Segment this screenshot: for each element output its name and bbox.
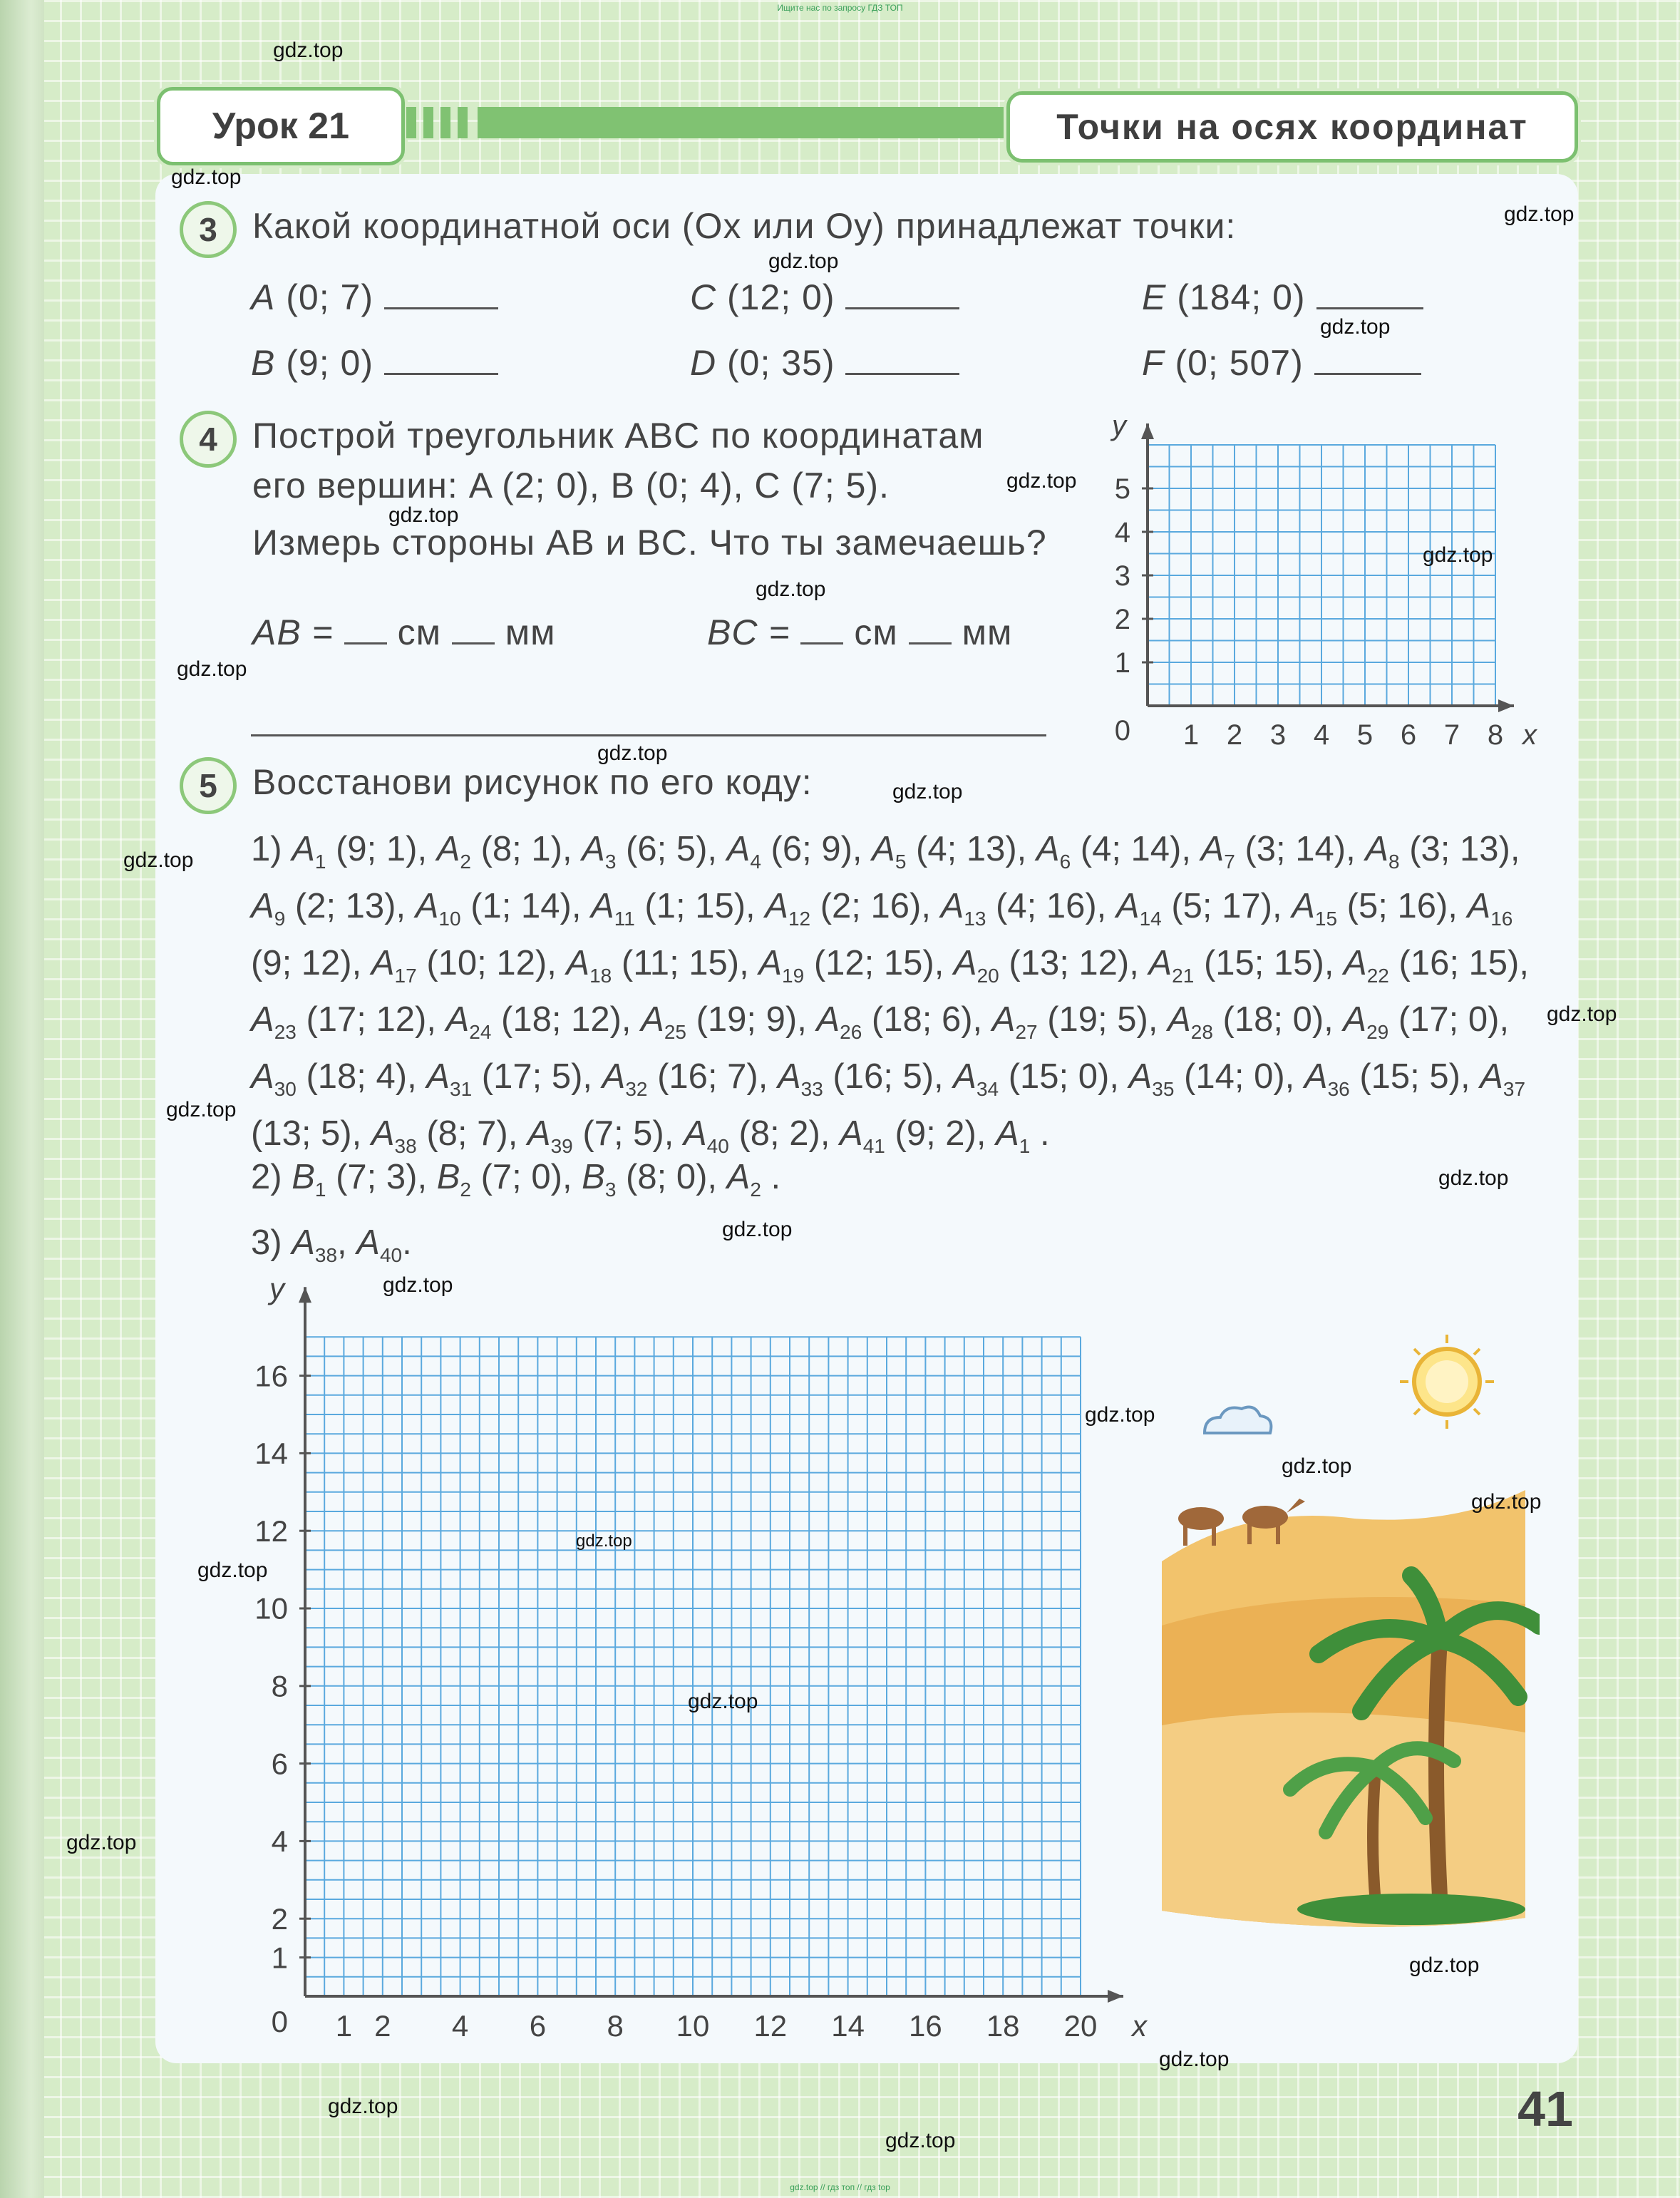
watermark: gdz.top: [171, 165, 242, 189]
code1-point: $A_{40}$ (8; 2): [683, 1114, 820, 1157]
code1-point: $A_{36}$ (15; 5): [1304, 1057, 1460, 1100]
code1-point: $A_{25}$ (19; 9): [641, 1000, 798, 1044]
watermark: gdz.top: [197, 1558, 268, 1582]
y-tick-label: 4: [271, 1824, 288, 1859]
watermark: gdz.top: [1282, 1454, 1352, 1478]
code1-point: $A_1$ (9; 1): [292, 830, 418, 873]
x-tick-label: 2: [1226, 719, 1243, 751]
watermark: gdz.top: [383, 1273, 453, 1297]
y-axis-label: y: [1112, 410, 1126, 441]
task4-answer-line[interactable]: [251, 734, 1046, 736]
task4-grid[interactable]: [1098, 399, 1554, 763]
y-tick-label: 12: [254, 1514, 288, 1548]
code1-point: $A_{31}$ (17; 5): [426, 1057, 583, 1100]
watermark: gdz.top: [66, 1831, 137, 1854]
x-tick-label: 4: [451, 2009, 469, 2043]
code1-point: $A_{35}$ (14; 0): [1128, 1057, 1285, 1100]
x-tick-label: 7: [1443, 719, 1460, 751]
task3-text: Какой координатной оси (Ox или Oy) принадлежат точки:: [252, 206, 1237, 246]
y-tick-label: 1: [1114, 647, 1130, 679]
x-axis-arrow-icon: [1498, 699, 1514, 712]
task3-point-a: A (0; 7): [251, 277, 498, 318]
code1-point: $A_{15}$ (5; 16): [1292, 886, 1448, 930]
watermark: gdz.top: [166, 1098, 237, 1121]
x-tick-label: 2: [374, 2009, 391, 2043]
code2-end: $A_2$: [726, 1158, 761, 1201]
x-tick-label: 16: [909, 2009, 942, 2043]
page-number: 41: [1517, 2081, 1573, 2137]
task3-point-f: F (0; 507): [1142, 342, 1421, 384]
watermark: gdz.top: [1547, 1002, 1617, 1026]
task5-code1: 1) $A_1$ (9; 1), $A_2$ (8; 1), $A_3$ (6; 5), $A_4$ (6; 9), $A_5$ (4; 13), $A_6$ (4; 14), $A_7$ (3; 14), $A_8$ (3; 13), $A_9$ (2; 13), $A_{10}$ (1; 14), $A_{11}$ (1; 15), $A_{12}$ (2; 16), $A_{13}$ (4; 16), $A_{14}$ (5; 17), $A_{15}$ (5; 16), $A_{16}$ (9; 12), $A_{17}$ (10; 12), $A_{18}$ (11; 15), $A_{19}$ (12; 15), $A_{20}$ (13; 12), $A_{21}$ (15; 15), $A_{22}$ (16; 15), $A_{23}$ (17; 12), $A_{24}$ (18; 12), $A_{25}$ (19; 9), $A_{26}$ (18; 6), $A_{27}$ (19; 5), $A_{28}$ (18; 0), $A_{29}$ (17; 0), $A_{30}$ (18; 4), $A_{31}$ (17; 5), $A_{32}$ (16; 7), $A_{33}$ (16; 5), $A_{34}$ (15; 0), $A_{35}$ (14; 0), $A_{36}$ (15; 5), $A_{37}$ (13; 5), $A_{38}$ (8; 7), $A_{39}$ (7; 5), $A_{40}$ (8; 2), $A_{41}$ (9; 2), $A_1$ .: [251, 830, 1529, 1157]
code1-prefix: 1): [251, 830, 282, 868]
code2-point: $B_1$ (7; 3): [292, 1158, 418, 1201]
task5-grid[interactable]: [242, 1272, 1155, 2053]
code1-point: $A_{26}$ (18; 6): [816, 1000, 973, 1044]
y-tick-label: 8: [271, 1669, 288, 1703]
watermark: gdz.top: [688, 1690, 758, 1713]
code1-point: $A_4$ (6; 9): [726, 830, 852, 873]
y-tick-label: 2: [1114, 604, 1130, 635]
lesson-tab: Урок 21: [157, 87, 405, 165]
code3-points: $A_{38}$, $A_{40}$.: [292, 1223, 412, 1266]
task4-line3: Измерь стороны AB и BC. Что ты замечаешь?: [252, 523, 1047, 563]
y-tick-label: 4: [1114, 517, 1130, 548]
watermark: gdz.top: [1471, 1490, 1542, 1514]
topic-tab: Точки на осях координат: [1006, 91, 1578, 163]
code1-point: $A_3$ (6; 5): [582, 830, 708, 873]
code1-point: $A_{27}$ (19; 5): [991, 1000, 1148, 1044]
watermark: gdz.top: [123, 848, 194, 872]
code1-point: $A_8$ (3; 13): [1365, 830, 1510, 873]
watermark: gdz.top: [1409, 1953, 1480, 1977]
task3-point-b: B (9; 0): [251, 342, 498, 384]
code1-end: $A_1$: [996, 1114, 1031, 1157]
header-band: [406, 107, 1009, 138]
x-tick-label: 1: [335, 2009, 353, 2043]
code1-point: $A_{33}$ (16; 5): [777, 1057, 934, 1100]
code1-point: $A_{37}$ (13; 5): [251, 1057, 1526, 1153]
code2-point: $B_3$ (8; 0): [582, 1158, 708, 1201]
x-tick-label: 18: [986, 2009, 1020, 2043]
y-axis-label: y: [269, 1272, 284, 1305]
code1-point: $A_{30}$ (18; 4): [251, 1057, 408, 1100]
code1-point: $A_{22}$ (16; 15): [1344, 943, 1520, 987]
task5-text: Восстанови рисунок по его коду:: [252, 762, 813, 802]
code1-point: $A_{14}$ (5; 17): [1115, 886, 1272, 930]
y-tick-label: 1: [271, 1941, 288, 1975]
watermark: gdz.top: [1438, 1166, 1509, 1190]
code1-point: $A_{28}$ (18; 0): [1168, 1000, 1324, 1044]
code1-point: $A_{10}$ (1; 14): [415, 886, 572, 930]
x-tick-label: 3: [1269, 719, 1287, 751]
x-tick-label: 14: [831, 2009, 865, 2043]
x-tick-label: 6: [529, 2009, 547, 2043]
code1-point: $A_2$ (8; 1): [436, 830, 562, 873]
watermark: gdz.top: [1320, 315, 1391, 339]
code1-point: $A_{13}$ (4; 16): [940, 886, 1097, 930]
x-tick-label: 10: [676, 2009, 710, 2043]
task3-point-d: D (0; 35): [690, 342, 959, 384]
top-note: Ищите нас по запросу ГДЗ ТОП: [777, 3, 903, 13]
watermark: gdz.top: [1423, 543, 1493, 567]
y-axis-arrow-icon: [1141, 423, 1154, 439]
watermark: gdz.top: [885, 2129, 956, 2152]
x-tick-label: 1: [1182, 719, 1200, 751]
code1-point: $A_{34}$ (15; 0): [953, 1057, 1110, 1100]
watermark: gdz.top: [576, 1531, 632, 1551]
code2-prefix: 2): [251, 1158, 282, 1196]
bottom-note: gdz.top // гдз топ // гдз top: [790, 2182, 890, 2192]
watermark: gdz.top: [1006, 469, 1077, 493]
x-axis-label: x: [1522, 719, 1537, 751]
x-tick-label: 5: [1356, 719, 1374, 751]
code1-point: $A_6$ (4; 14): [1036, 830, 1182, 873]
origin-label: 0: [271, 2005, 288, 2038]
task4-line2: его вершин: A (2; 0), B (0; 4), C (7; 5).: [252, 466, 890, 505]
code1-point: $A_{29}$ (17; 0): [1343, 1000, 1500, 1044]
x-tick-label: 12: [753, 2009, 788, 2043]
watermark: gdz.top: [388, 503, 459, 527]
code1-point: $A_{11}$ (1; 15): [591, 886, 746, 930]
code1-point: $A_5$ (4; 13): [872, 830, 1017, 873]
book-spine: [0, 0, 44, 2198]
y-tick-label: 2: [271, 1901, 288, 1936]
task5-code3: [251, 1221, 1555, 1278]
y-axis-arrow-icon: [299, 1287, 311, 1303]
x-tick-label: 8: [607, 2009, 624, 2043]
watermark: gdz.top: [768, 250, 839, 273]
code1-point: $A_{16}$ (9; 12): [251, 886, 1513, 982]
code3-prefix: 3): [251, 1223, 282, 1262]
x-tick-label: 20: [1063, 2009, 1098, 2043]
code1-point: $A_{38}$ (8; 7): [371, 1114, 508, 1157]
code2-point: $B_2$ (7; 0): [436, 1158, 562, 1201]
watermark: gdz.top: [1504, 202, 1575, 226]
watermark: gdz.top: [597, 741, 668, 765]
sun-icon: [1400, 1335, 1494, 1429]
task4-bc-measure: BC = см мм: [707, 612, 1013, 652]
task3-point-c: C (12; 0): [690, 277, 959, 318]
task4-line1: Построй треугольник ABC по координатам: [252, 416, 984, 456]
code1-point: $A_{18}$ (11; 15): [566, 943, 740, 987]
watermark: gdz.top: [177, 657, 247, 681]
code1-point: $A_{20}$ (13; 12): [953, 943, 1130, 987]
y-tick-label: 6: [271, 1747, 288, 1781]
y-tick-label: 14: [254, 1437, 288, 1471]
code1-point: $A_7$ (3; 14): [1200, 830, 1346, 873]
code1-point: $A_{23}$ (17; 12): [251, 1000, 427, 1044]
x-axis-arrow-icon: [1108, 1990, 1123, 2003]
x-tick-label: 6: [1400, 719, 1417, 751]
x-tick-label: 4: [1313, 719, 1330, 751]
origin-label: 0: [1114, 715, 1130, 746]
code1-point: $A_{32}$ (16; 7): [602, 1057, 758, 1100]
task4-ab-measure: AB = см мм: [252, 612, 556, 652]
task4-number: 4: [180, 411, 237, 468]
watermark: gdz.top: [756, 577, 826, 601]
task5-number: 5: [180, 757, 237, 814]
watermark: gdz.top: [1085, 1403, 1155, 1427]
code1-point: $A_{19}$ (12; 15): [758, 943, 934, 987]
code1-point: $A_{17}$ (10; 12): [371, 943, 547, 987]
task3-number: 3: [180, 201, 237, 258]
code1-point: $A_{12}$ (2; 16): [765, 886, 922, 930]
y-tick-label: 5: [1114, 473, 1130, 505]
task5-code2: 2) $B_1$ (7; 3), $B_2$ (7; 0), $B_3$ (8; 0), $A_2$ .: [251, 1158, 781, 1201]
code1-point: $A_9$ (2; 13): [251, 886, 396, 930]
y-tick-label: 3: [1114, 560, 1130, 592]
task3-point-e: E (184; 0): [1142, 277, 1423, 318]
code1-point: $A_{21}$ (15; 15): [1148, 943, 1324, 987]
x-tick-label: 8: [1487, 719, 1504, 751]
watermark: gdz.top: [328, 2095, 398, 2118]
y-tick-label: 10: [254, 1591, 288, 1626]
x-axis-label: x: [1132, 2009, 1147, 2043]
desert-illustration: [1140, 1326, 1540, 1953]
watermark: gdz.top: [1159, 2048, 1230, 2071]
watermark: gdz.top: [273, 38, 344, 62]
watermark: gdz.top: [722, 1218, 793, 1241]
y-tick-label: 16: [254, 1359, 288, 1393]
code1-point: $A_{39}$ (7; 5): [527, 1114, 664, 1157]
cloud-icon: [1205, 1407, 1271, 1433]
code1-point: $A_{41}$ (9; 2): [840, 1114, 976, 1157]
watermark: gdz.top: [892, 780, 963, 803]
code1-point: $A_{24}$ (18; 12): [445, 1000, 622, 1044]
